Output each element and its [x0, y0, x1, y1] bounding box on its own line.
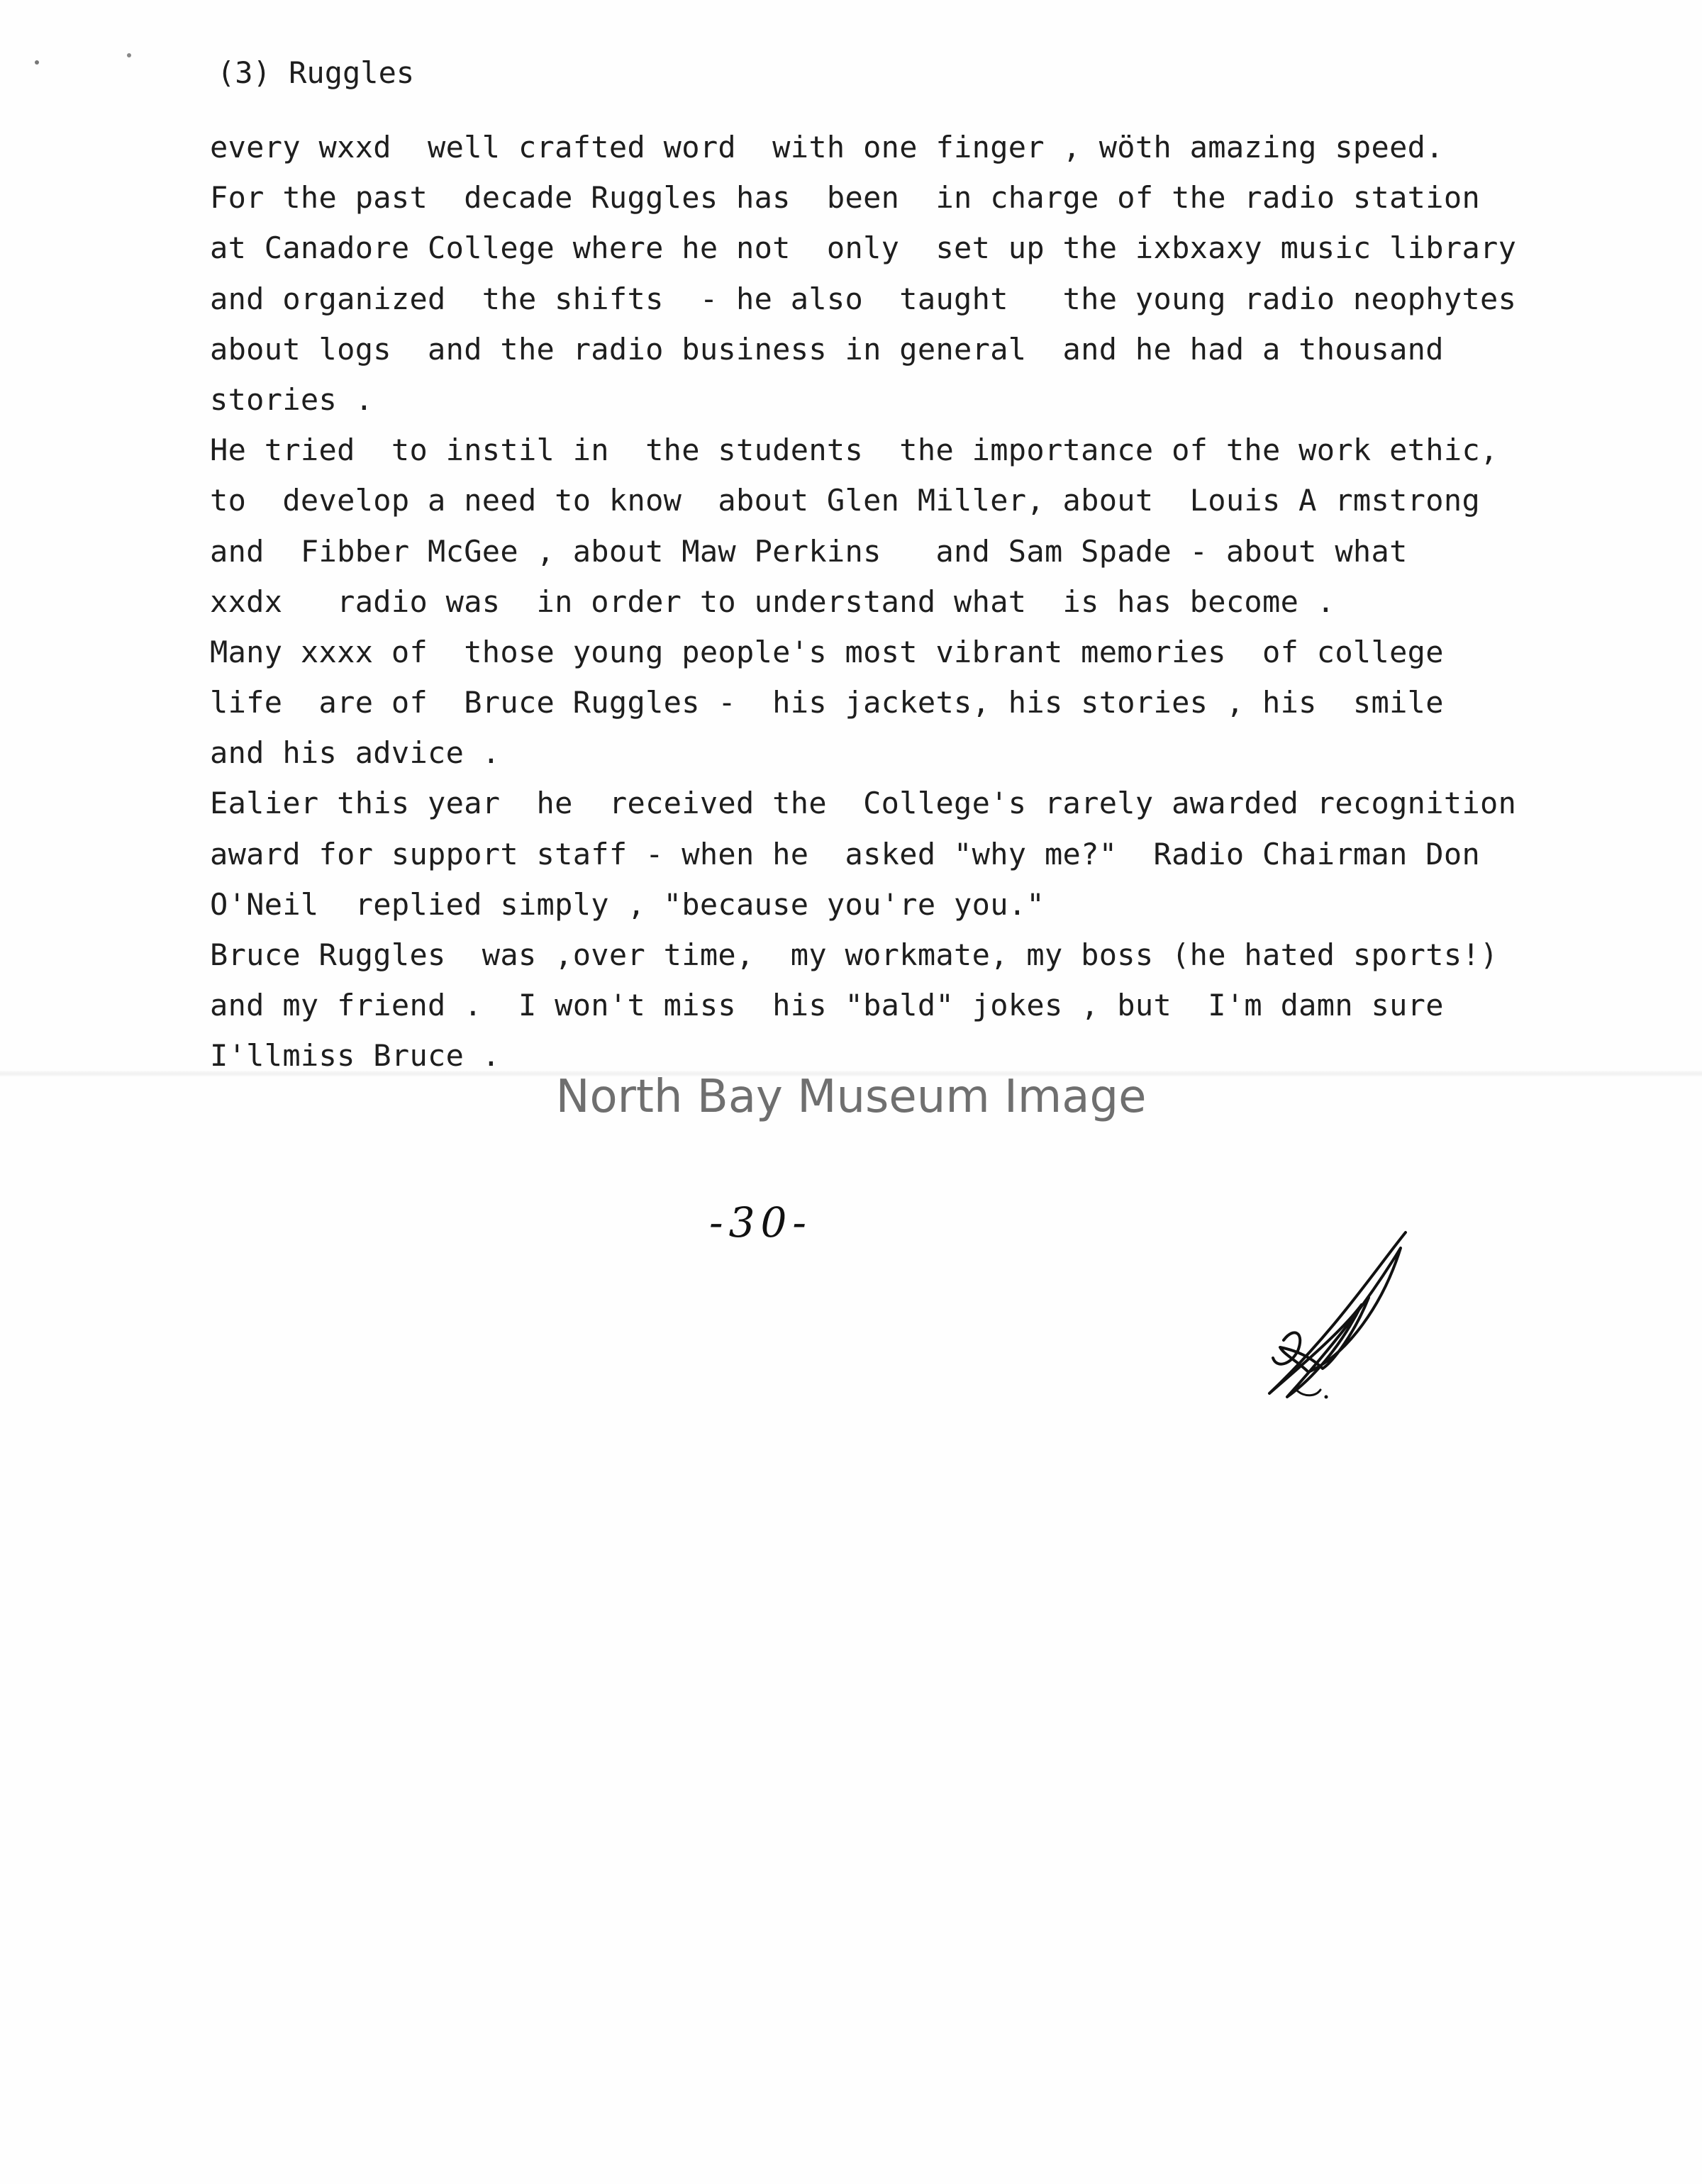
- text-line: and my friend . I won't miss his "bald" jokes , but I'm damn sure: [210, 988, 1444, 1023]
- paper-specks: [21, 43, 163, 85]
- letter-body: [210, 122, 1685, 1081]
- text-line: and Fibber McGee , about Maw Perkins and Sam Spade - about what: [210, 533, 1408, 569]
- text-line: about logs and the radio business in general and he had a thousand: [210, 331, 1444, 367]
- text-line: life are of Bruce Ruggles - his jackets, his stories , his smile: [210, 685, 1444, 720]
- text-line: to develop a need to know about Glen Miller, about Louis A rmstrong: [210, 483, 1481, 518]
- text-line: I'llmiss Bruce .: [210, 1038, 501, 1074]
- text-line: stories .: [210, 381, 374, 417]
- text-line: award for support staff - when he asked "why me?" Radio Chairman Don: [210, 836, 1481, 871]
- text-line: For the past decade Ruggles has been in charge of the radio station: [210, 180, 1481, 216]
- text-line: He tried to instil in the students the importance of the work ethic,: [210, 433, 1498, 468]
- text-line: xxdx radio was in order to understand what is has become .: [210, 584, 1335, 619]
- text-line: Bruce Ruggles was ,over time, my workmate, my boss (he hated sports!): [210, 937, 1498, 972]
- text-line: and his advice .: [210, 735, 501, 771]
- text-line: Ealier this year he received the College's rarely awarded recognition: [210, 786, 1517, 821]
- museum-watermark: North Bay Museum Image: [555, 1071, 1147, 1123]
- text-line: every wxxd well crafted word with one finger , wöth amazing speed.: [210, 130, 1444, 165]
- handwritten-signature: [1255, 1227, 1425, 1411]
- text-line: O'Neil replied simply , "because you're you.": [210, 886, 1045, 922]
- end-mark: -30-: [709, 1198, 812, 1247]
- text-line: at Canadore College where he not only set up the ixbxaxy music library: [210, 230, 1517, 266]
- text-line: and organized the shifts - he also taught the young radio neophytes: [210, 281, 1517, 316]
- page-header: (3) Ruggles: [217, 55, 415, 90]
- text-line: Many xxxx of those young people's most vibrant memories of college: [210, 634, 1444, 669]
